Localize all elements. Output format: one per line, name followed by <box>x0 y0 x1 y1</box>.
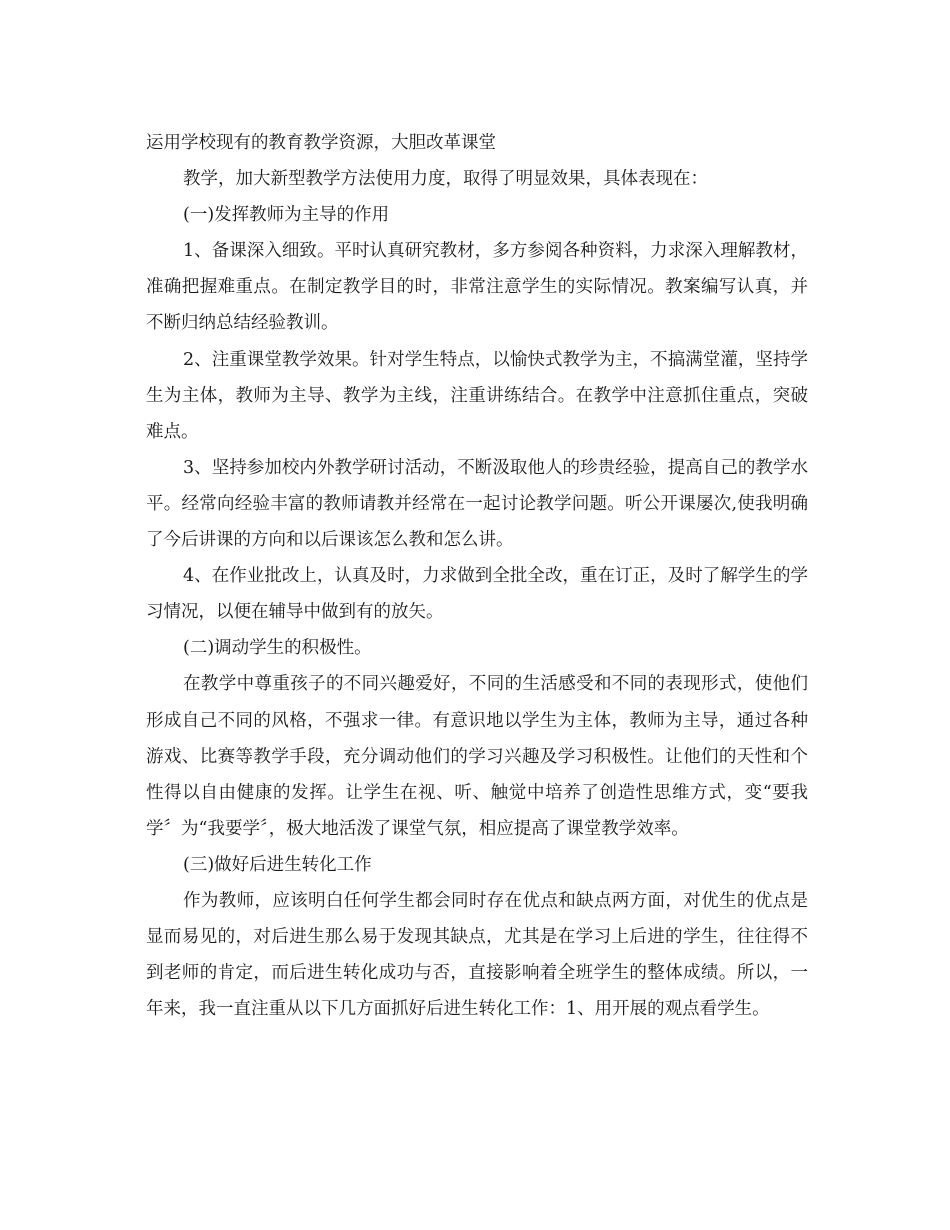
paragraph-2: 教学，加大新型教学方法使用力度，取得了明显效果，具体表现在： <box>183 169 708 190</box>
paragraph-item-2: 2、注重课堂教学效果。针对学生特点，以愉快式教学为主，不搞满堂灌，坚持学生为主体，教师为主导、教学为主线，注重讲练结合。在教学中注意抓住重点，突破难点。 <box>146 349 808 442</box>
paragraph-item-3: 3、坚持参加校内外教学研讨活动，不断汲取他人的珍贵经验，提高自己的教学水平。经常向经验丰富的教师请教并经常在一起讨论教学问题。听公开课屡次,使我明确了今后讲课的方向和以后课该怎么教和怎么讲。 <box>146 457 808 551</box>
document-body <box>146 125 808 1027</box>
paragraph-item-4: 4、在作业批改上，认真及时，力求做到全批全改，重在订正，及时了解学生的学习情况，以便在辅导中做到有的放矢。 <box>146 566 808 623</box>
paragraph-item-1: 1、备课深入细致。平时认真研究教材，多方参阅各种资料，力求深入理解教材，准确把握难重点。在制定教学目的时，非常注意学生的实际情况。教案编写认真，并不断归纳总结经验教训。 <box>146 241 808 334</box>
paragraph-3: 在教学中尊重孩子的不同兴趣爱好，不同的生活感受和不同的表现形式，使他们形成自己不同的风格，不强求一律。有意识地以学生为主体，教师为主导，通过各种游戏、比赛等教学手段，充分调动他们的学习兴趣及学习积极性。让他们的天性和个性得以自由健康的发挥。让学生在视、听、触觉中培养了创造性思维方式，变“要我学〞为“我要学〞，极大地活泼了课堂气氛，相应提高了课堂教学效率。 <box>146 674 808 839</box>
paragraph-1: 运用学校现有的教育教学资源，大胆改革课堂 <box>146 133 496 153</box>
section-heading-3: (三)做好后进生转化工作 <box>183 854 372 875</box>
paragraph-4: 作为教师，应该明白任何学生都会同时存在优点和缺点两方面，对优生的优点是显而易见的，对后进生那么易于发现其缺点，尤其是在学习上后进的学生，往往得不到老师的肯定，而后进生转化成功与否，直接影响着全班学生的整体成绩。所以，一年来，我一直注重从以下几方面抓好后进生转化工作：1、用开展的观点看学生。 <box>146 890 808 1020</box>
section-heading-1: (一)发挥教师为主导的作用 <box>183 205 390 226</box>
section-heading-2: (二)调动学生的积极性。 <box>183 638 372 659</box>
